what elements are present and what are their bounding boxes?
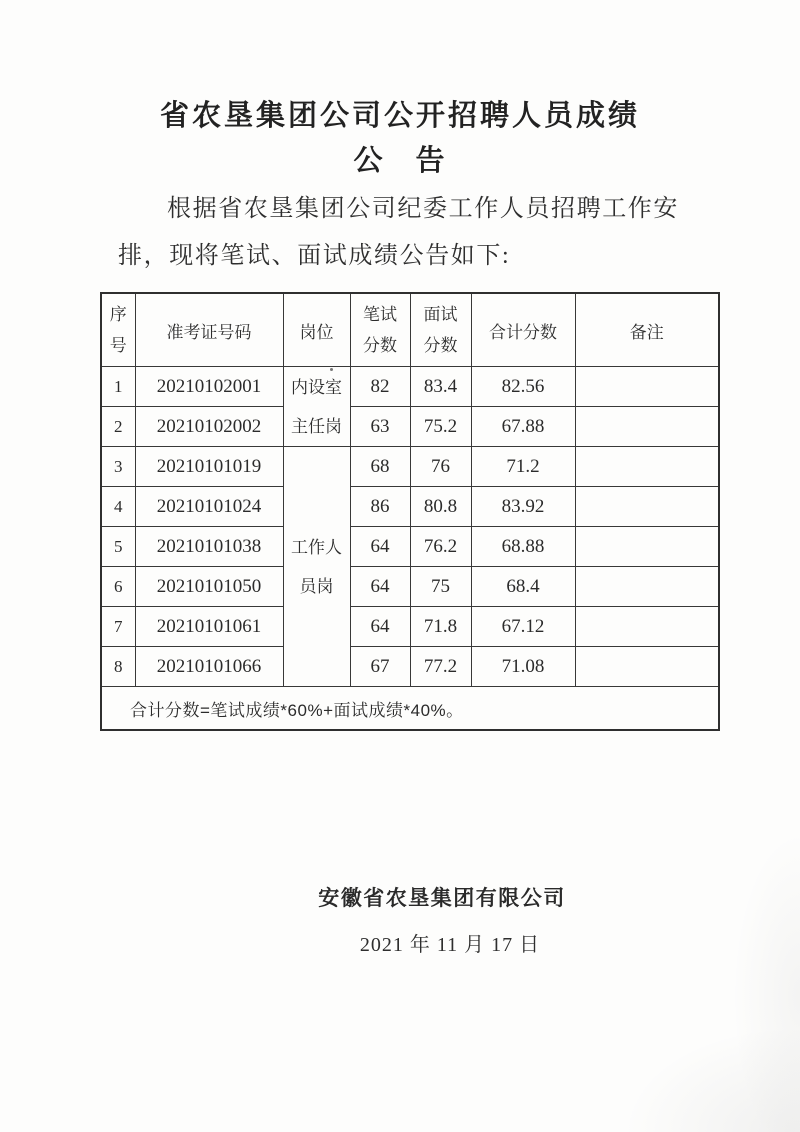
ticket-cell: 20210101019 bbox=[135, 447, 283, 487]
ticket-cell: 20210102002 bbox=[135, 407, 283, 447]
written-score-cell: 67 bbox=[350, 647, 410, 687]
seq-cell: 3 bbox=[101, 447, 135, 487]
seq-cell: 1 bbox=[101, 367, 135, 407]
document-title bbox=[0, 96, 800, 181]
seq-cell: 6 bbox=[101, 567, 135, 607]
header-interview-label: 面试分数 bbox=[423, 305, 458, 355]
seq-cell: 4 bbox=[101, 487, 135, 527]
header-remark: 备注 bbox=[575, 293, 719, 367]
table-row bbox=[101, 607, 719, 647]
ticket-cell: 20210101024 bbox=[135, 487, 283, 527]
header-written bbox=[350, 293, 410, 367]
table-row bbox=[101, 567, 719, 607]
total-score-cell: 71.08 bbox=[471, 647, 575, 687]
written-score-cell: 64 bbox=[350, 567, 410, 607]
remark-cell bbox=[575, 367, 719, 407]
interview-score-cell: 75 bbox=[410, 567, 471, 607]
header-total: 合计分数 bbox=[471, 293, 575, 367]
interview-score-cell: 77.2 bbox=[410, 647, 471, 687]
header-ticket: 准考证号码 bbox=[135, 293, 283, 367]
written-score-cell: 86 bbox=[350, 487, 410, 527]
title-line2: 公 告 bbox=[353, 145, 447, 177]
table-row bbox=[101, 367, 719, 407]
header-seq bbox=[101, 293, 135, 367]
interview-score-cell: 76.2 bbox=[410, 527, 471, 567]
ticket-cell: 20210102001 bbox=[135, 367, 283, 407]
interview-score-cell: 71.8 bbox=[410, 607, 471, 647]
post-cell-director bbox=[283, 367, 350, 447]
seq-cell: 2 bbox=[101, 407, 135, 447]
total-score-cell: 67.88 bbox=[471, 407, 575, 447]
table-row bbox=[101, 407, 719, 447]
remark-cell bbox=[575, 607, 719, 647]
interview-score-cell: 80.8 bbox=[410, 487, 471, 527]
table-header-row bbox=[101, 293, 719, 367]
signature-company: 安徽省农垦集团有限公司 bbox=[318, 886, 566, 910]
post-label: 工作人员岗 bbox=[291, 537, 342, 596]
total-score-cell: 68.88 bbox=[471, 527, 575, 567]
header-interview bbox=[410, 293, 471, 367]
written-score-cell: 64 bbox=[350, 527, 410, 567]
table-row bbox=[101, 647, 719, 687]
seq-cell: 5 bbox=[101, 527, 135, 567]
total-score-cell: 71.2 bbox=[471, 447, 575, 487]
written-score-cell: 64 bbox=[350, 607, 410, 647]
remark-cell bbox=[575, 407, 719, 447]
interview-score-cell: 83.4 bbox=[410, 367, 471, 407]
ticket-cell: 20210101066 bbox=[135, 647, 283, 687]
total-score-cell: 83.92 bbox=[471, 487, 575, 527]
post-label: 内设室主任岗 bbox=[291, 377, 342, 436]
written-score-cell: 63 bbox=[350, 407, 410, 447]
score-formula-note: 合计分数=笔试成绩*60%+面试成绩*40%。 bbox=[101, 687, 719, 731]
total-score-cell: 82.56 bbox=[471, 367, 575, 407]
intro-paragraph bbox=[118, 186, 706, 280]
table-row bbox=[101, 447, 719, 487]
interview-score-cell: 75.2 bbox=[410, 407, 471, 447]
signature-date: 2021 年 11 月 17 日 bbox=[359, 934, 541, 956]
ticket-cell: 20210101038 bbox=[135, 527, 283, 567]
written-score-cell: 82 bbox=[350, 367, 410, 407]
intro-line1: 根据省农垦集团公司纪委工作人员招聘工作安 bbox=[167, 196, 679, 222]
ticket-cell: 20210101050 bbox=[135, 567, 283, 607]
seq-cell: 8 bbox=[101, 647, 135, 687]
header-written-label: 笔试分数 bbox=[363, 305, 397, 355]
ticket-cell: 20210101061 bbox=[135, 607, 283, 647]
written-score-cell: 68 bbox=[350, 447, 410, 487]
table-note-row bbox=[101, 687, 719, 731]
remark-cell bbox=[575, 487, 719, 527]
seq-cell: 7 bbox=[101, 607, 135, 647]
header-post: 岗位 bbox=[283, 293, 350, 367]
remark-cell bbox=[575, 527, 719, 567]
remark-cell bbox=[575, 647, 719, 687]
interview-score-cell: 76 bbox=[410, 447, 471, 487]
table-row bbox=[101, 487, 719, 527]
post-cell-staff bbox=[283, 447, 350, 687]
remark-cell bbox=[575, 567, 719, 607]
score-table bbox=[100, 292, 720, 731]
remark-cell bbox=[575, 447, 719, 487]
total-score-cell: 67.12 bbox=[471, 607, 575, 647]
intro-line2: 排，现将笔试、面试成绩公告如下: bbox=[118, 243, 511, 269]
table-row bbox=[101, 527, 719, 567]
header-seq-label: 序号 bbox=[109, 305, 127, 355]
title-line1: 省农垦集团公司公开招聘人员成绩 bbox=[159, 100, 640, 132]
total-score-cell: 68.4 bbox=[471, 567, 575, 607]
